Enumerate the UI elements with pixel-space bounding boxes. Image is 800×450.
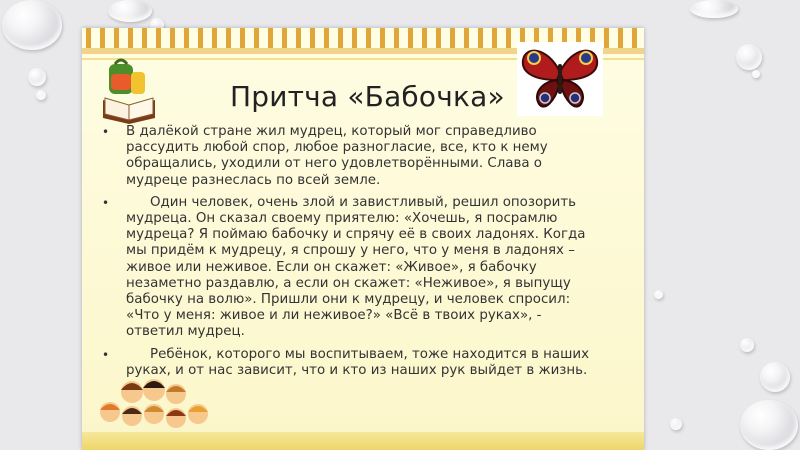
water-drop-decoration xyxy=(36,90,46,100)
water-drop-decoration xyxy=(654,290,663,299)
slide-card xyxy=(82,28,644,450)
bullet-marker: • xyxy=(102,195,110,210)
paragraph-text: В далёкой стране жил мудрец, который мог справедливо рассудить любой спор, любое разногласие, все, кто к нему обращались, уходили от него удовлетворёнными. Слава о мудреце разнеслась по всей земле. xyxy=(126,124,548,188)
water-drop-decoration xyxy=(108,0,152,22)
bullet-marker: • xyxy=(102,125,110,139)
paragraph-text: Один человек, очень злой и завистливый, решил опозорить мудреца. Он сказал своему приятелю: «Хочешь, я посрамлю мудреца? Я поймаю бабочку и спрячу её в своих ладонях. Когда мы придём к мудрецу, я спрошу у него, что у меня в ладонях – живое или неживое. Если он скажет: «Живое», я бабочку незаметно раздавлю, а если он скажет: «Неживое», я выпущу бабочку на волю». Пришли они к мудрецу, и человек спросил: «Что у меня: живое и ли неживое?» «Всё в твоих руках», - ответил мудрец. xyxy=(126,194,586,340)
peacock-butterfly-image xyxy=(517,42,603,116)
bullet-marker: • xyxy=(102,347,110,362)
paragraph-text: Ребёнок, которого мы воспитываем, тоже находится в наших руках, и от нас зависит, что и кто из наших рук выйдет в жизнь. xyxy=(126,346,590,378)
paragraph xyxy=(102,195,602,341)
water-drop-decoration xyxy=(740,400,798,450)
bottom-band xyxy=(82,432,644,450)
water-drop-decoration xyxy=(2,0,62,50)
paragraph xyxy=(102,347,602,379)
water-drop-decoration xyxy=(28,68,46,86)
water-drop-decoration xyxy=(760,362,790,392)
water-drop-decoration xyxy=(752,70,760,78)
slide-title: Притча «Бабочка» xyxy=(230,80,505,113)
book-with-bag-icon xyxy=(95,58,163,126)
children-faces-image xyxy=(92,378,222,432)
water-drop-decoration xyxy=(670,418,682,430)
parable-text xyxy=(102,124,602,385)
water-drop-decoration xyxy=(690,0,738,18)
water-drop-decoration xyxy=(736,44,762,70)
paragraph xyxy=(102,124,602,189)
water-drop-decoration xyxy=(740,338,754,352)
